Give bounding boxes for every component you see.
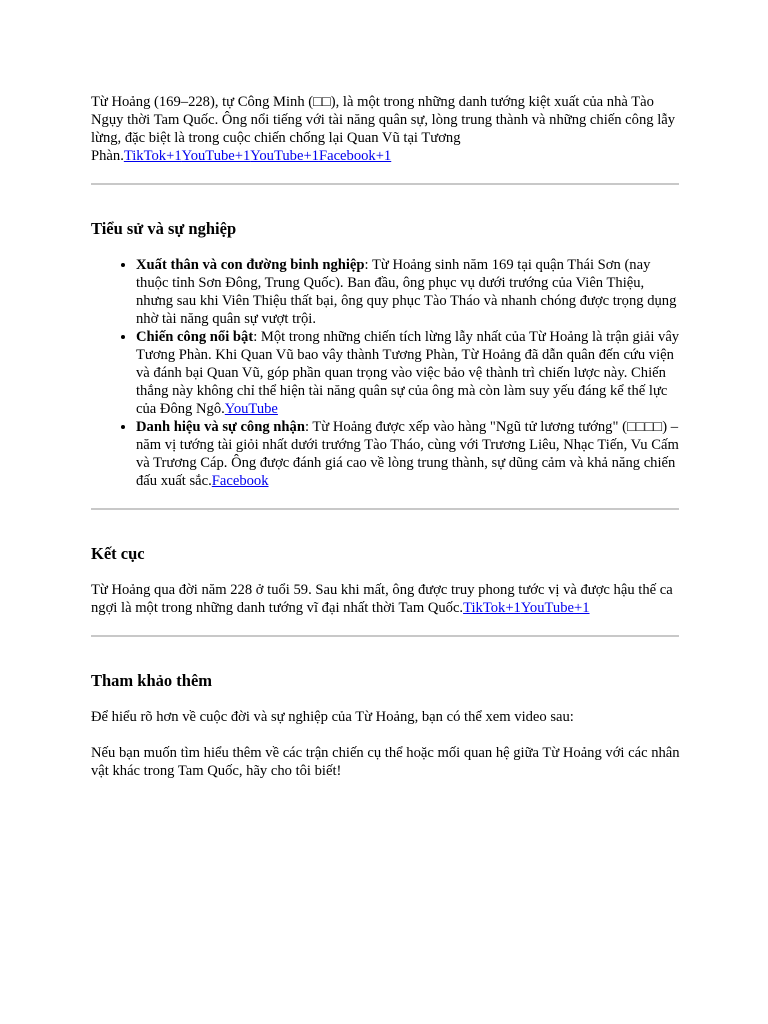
bio-link-youtube[interactable]: YouTube [224,401,278,417]
intro-text: Từ Hoảng (169–228), tự Công Minh (□□), là một trong những danh tướng kiệt xuất của nhà Tào Ngụy thời Tam Quốc. Ông nổi tiếng với tài năng quân sự, lòng trung thành và những chiến công lẫy lừng, đặc biệt là trong cuộc chiến chống lại Quan Vũ tại Tương Phàn. [91,94,676,164]
intro-link-facebook[interactable]: Facebook+1 [318,148,392,164]
end-link-tiktok[interactable]: TikTok+1 [463,600,521,616]
intro-link-youtube-1[interactable]: YouTube+1 [181,148,251,164]
bio-link-facebook[interactable]: Facebook [211,473,269,489]
list-item [136,256,681,328]
more-paragraph-2: Nếu bạn muốn tìm hiểu thêm về các trận chiến cụ thể hoặc mối quan hệ giữa Từ Hoảng với các nhân vật khác trong Tam Quốc, hãy cho tôi biết! [91,745,680,779]
end-link-youtube[interactable]: YouTube+1 [520,600,590,616]
heading-end: Kết cục [91,544,145,563]
bio-list [91,256,681,490]
end-paragraph [91,581,681,617]
list-item-title: Danh hiệu và sự công nhận [136,419,305,435]
divider [91,635,679,637]
heading-bio: Tiểu sử và sự nghiệp [91,219,237,238]
list-item [136,328,681,418]
list-item-title: Xuất thân và con đường binh nghiệp [136,257,365,273]
divider [91,183,679,185]
intro-link-tiktok[interactable]: TikTok+1 [123,148,182,164]
heading-more: Tham khảo thêm [91,671,213,690]
end-text: Từ Hoảng qua đời năm 228 ở tuổi 59. Sau khi mất, ông được truy phong tước vị và được hậu thế ca ngợi là một trong những danh tướng vĩ đại nhất thời Tam Quốc. [91,582,673,616]
more-paragraph-1: Để hiểu rõ hơn về cuộc đời và sự nghiệp của Từ Hoảng, bạn có thể xem video sau: [91,709,574,725]
list-item [136,418,681,490]
list-item-title: Chiến công nổi bật [136,329,254,345]
divider [91,508,679,510]
intro-link-youtube-2[interactable]: YouTube+1 [250,148,319,164]
document-body [91,93,681,780]
list-item-text: : Từ Hoảng sinh năm 169 tại quận Thái Sơn (nay thuộc tỉnh Sơn Đông, Trung Quốc). Ban đầu, ông phục vụ dưới trướng của Viên Thiệu, nhưng sau khi Viên Thiệu thất bại, ông quy phục Tào Tháo và nhanh chóng được trọng dụng nhờ tài năng quân sự vượt trội. [136,257,677,327]
list-item-text: : Từ Hoảng được xếp vào hàng "Ngũ tử lương tướng" (□□□□) – năm vị tướng tài giỏi nhất dưới trướng Tào Tháo, cùng với Trương Liêu, Nhạc Tiến, Vu Cấm và Trương Cáp. Ông được đánh giá cao về lòng trung thành, sự dũng cảm và khả năng chiến đấu xuất sắc. [136,419,679,489]
intro-paragraph [91,93,681,165]
list-item-text: : Một trong những chiến tích lừng lẫy nhất của Từ Hoảng là trận giải vây Tương Phàn. Khi Quan Vũ bao vây thành Tương Phàn, Từ Hoảng đã dẫn quân đến cứu viện và đánh bại Quan Vũ, góp phần quan trọng vào việc bảo vệ thành trì chiến lược này. Chiến thắng này không chỉ thể hiện tài năng quân sự của ông mà còn làm suy yếu đáng kể thế lực của Đông Ngô. [136,329,680,417]
